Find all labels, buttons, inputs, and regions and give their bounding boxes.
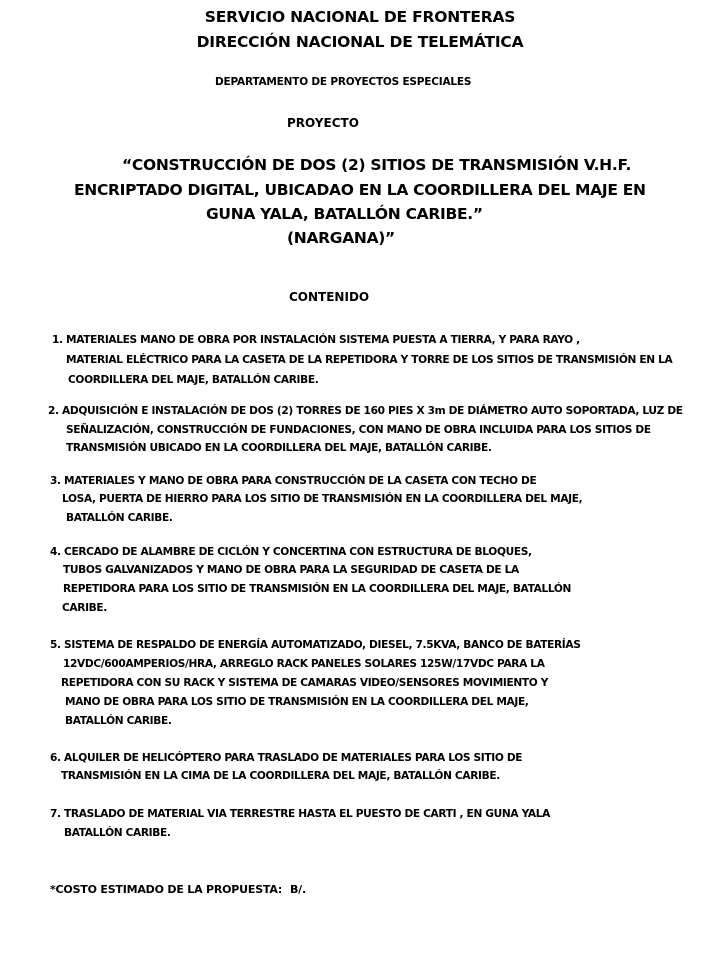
department-name: DEPARTAMENTO DE PROYECTOS ESPECIALES — [215, 76, 472, 88]
item-line: TUBOS GALVANIZADOS Y MANO DE OBRA PARA LA SEGURIDAD DE CASETA DE LA — [63, 564, 519, 576]
item-line: 4. CERCADO DE ALAMBRE DE CICLÓN Y CONCERTINA CON ESTRUCTURA DE BLOQUES, — [50, 546, 532, 558]
project-label: PROYECTO — [287, 116, 359, 130]
project-title-line: (NARGANA)” — [287, 229, 395, 247]
item-line: TRANSMISIÓN EN LA CIMA DE LA COORDILLERA DEL MAJE, BATALLÓN CARIBE. — [61, 770, 500, 782]
project-title-line: “CONSTRUCCIÓN DE DOS (2) SITIOS DE TRANSMISIÓN V.H.F. — [122, 156, 632, 174]
item-line: 6. ALQUILER DE HELICÓPTERO PARA TRASLADO DE MATERIALES PARA LOS SITIO DE — [50, 752, 523, 764]
item-line: CARIBE. — [62, 602, 107, 614]
agency-name: SERVICIO NACIONAL DE FRONTERAS — [204, 8, 516, 26]
item-line: REPETIDORA CON SU RACK Y SISTEMA DE CAMARAS VIDEO/SENSORES MOVIMIENTO Y — [61, 677, 549, 689]
item-line: MANO DE OBRA PARA LOS SITIO DE TRANSMISIÓN EN LA COORDILLERA DEL MAJE, — [65, 696, 529, 708]
item-line: 1. MATERIALES MANO DE OBRA POR INSTALACIÓN SISTEMA PUESTA A TIERRA, Y PARA RAYO , — [52, 334, 580, 346]
item-line: REPETIDORA PARA LOS SITIO DE TRANSMISIÓN EN LA COORDILLERA DEL MAJE, BATALLÓN — [63, 583, 572, 595]
item-line: 12VDC/600AMPERIOS/HRA, ARREGLO RACK PANELES SOLARES 125W/17VDC PARA LA — [63, 658, 545, 670]
item-line: 5. SISTEMA DE RESPALDO DE ENERGÍA AUTOMATIZADO, DIESEL, 7.5KVA, BANCO DE BATERÍAS — [50, 639, 581, 651]
directorate-name: DIRECCIÓN NACIONAL DE TELEMÁTICA — [196, 33, 524, 51]
project-title-line: GUNA YALA, BATALLÓN CARIBE.” — [206, 205, 483, 223]
item-line: 7. TRASLADO DE MATERIAL VIA TERRESTRE HASTA EL PUESTO DE CARTI , EN GUNA YALA — [50, 808, 550, 820]
contents-label: CONTENIDO — [289, 290, 370, 304]
item-line: BATALLÓN CARIBE. — [66, 512, 173, 524]
item-line: 2. ADQUISICIÓN E INSTALACIÓN DE DOS (2) TORRES DE 160 PIES X 3m DE DIÁMETRO AUTO SOPORTADA, LUZ DE — [48, 405, 683, 417]
item-line: TRANSMISIÓN UBICADO EN LA COORDILLERA DEL MAJE, BATALLÓN CARIBE. — [66, 442, 492, 454]
estimated-cost-label: *COSTO ESTIMADO DE LA PROPUESTA: — [50, 883, 283, 896]
item-line: COORDILLERA DEL MAJE, BATALLÓN CARIBE. — [68, 374, 319, 386]
item-line: 3. MATERIALES Y MANO DE OBRA PARA CONSTRUCCIÓN DE LA CASETA CON TECHO DE — [50, 475, 537, 487]
item-line: BATALLÓN CARIBE. — [65, 715, 172, 727]
project-title-line: ENCRIPTADO DIGITAL, UBICADAO EN LA COORDILLERA DEL MAJE EN — [74, 181, 646, 199]
item-line: MATERIAL ELÉCTRICO PARA LA CASETA DE LA REPETIDORA Y TORRE DE LOS SITIOS DE TRANSMISIÓN EN LA — [66, 354, 673, 366]
estimated-cost-value: B/. — [290, 883, 306, 896]
item-line: BATALLÓN CARIBE. — [64, 827, 171, 839]
item-line: LOSA, PUERTA DE HIERRO PARA LOS SITIO DE TRANSMISIÓN EN LA COORDILLERA DEL MAJE, — [62, 493, 583, 505]
item-line: SEÑALIZACIÓN, CONSTRUCCIÓN DE FUNDACIONES, CON MANO DE OBRA INCLUIDA PARA LOS SITIOS DE — [66, 424, 651, 436]
